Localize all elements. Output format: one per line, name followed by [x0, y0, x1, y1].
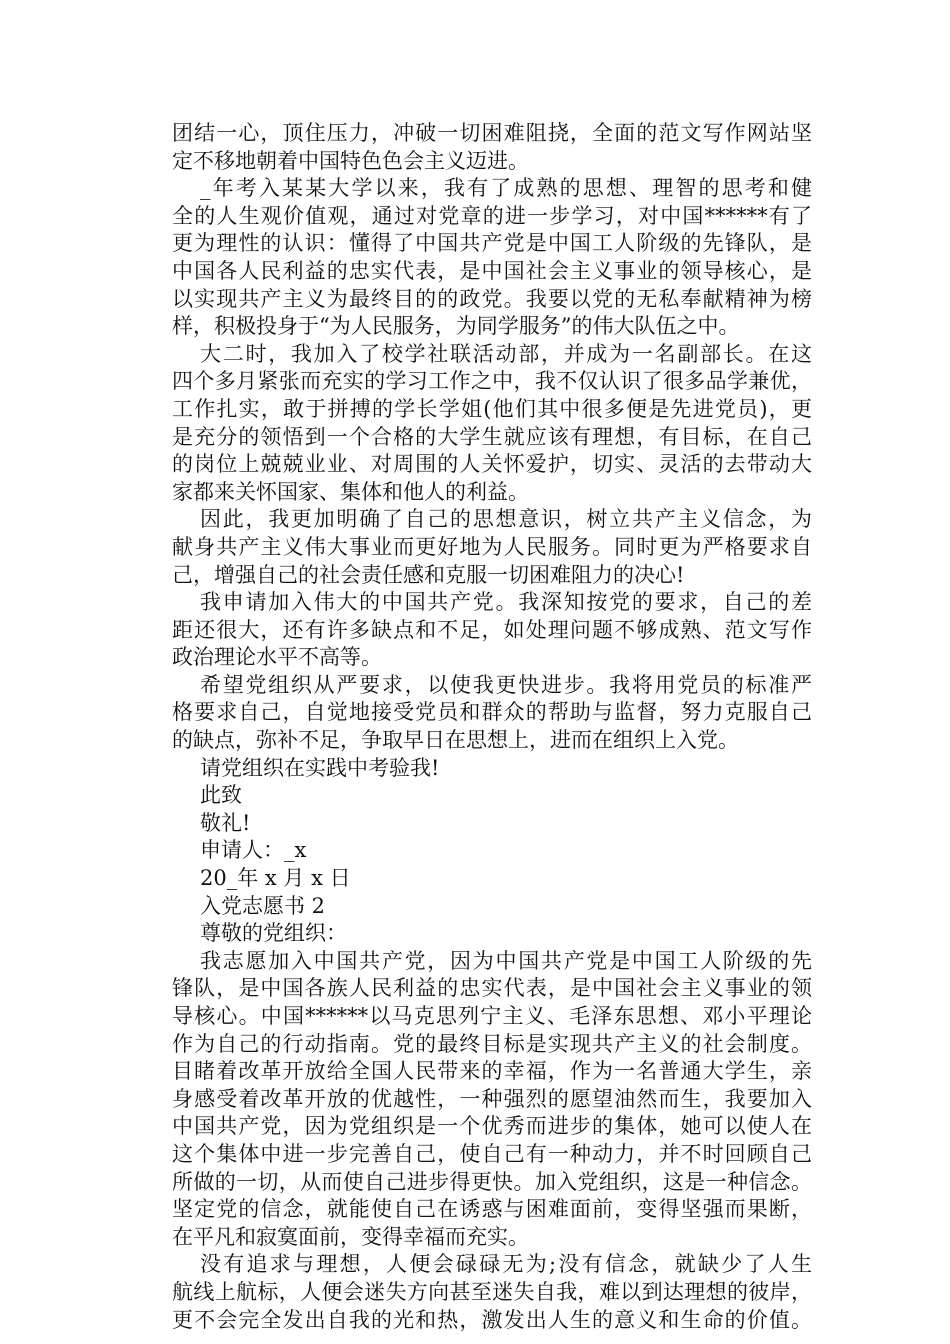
text-line: 此致	[200, 783, 242, 808]
text-line: 入党志愿书 2	[200, 893, 326, 918]
text-line: _年考入某某大学以来，我有了成熟的思想、理智的思考和健	[200, 176, 812, 201]
text-line: 目睹着改革开放给全国人民带来的幸福，作为一名普通大学生，亲	[172, 1059, 812, 1084]
text-line: 中国各人民利益的忠实代表，是中国社会主义事业的领导核心，是	[172, 258, 812, 283]
text-line: 航线上航标，人便会迷失方向甚至迷失自我，难以到达理想的彼岸，	[172, 1279, 812, 1304]
text-line: 因此，我更加明确了自己的思想意识，树立共产主义信念，为	[200, 507, 812, 532]
text-line: 政治理论水平不高等。	[172, 645, 382, 670]
text-line: 距还很大，还有许多缺点和不足，如处理问题不够成熟、范文写作	[172, 617, 812, 642]
text-line: 团结一心，顶住压力，冲破一切困难阻挠，全面的范文写作网站坚	[172, 121, 812, 145]
document-body	[172, 120, 812, 1334]
text-line: 定不移地朝着中国特色色会主义迈进。	[172, 148, 529, 173]
text-line: 尊敬的党组织：	[200, 921, 347, 946]
text-line: 请党组织在实践中考验我!	[200, 755, 440, 780]
text-line: 20_年 x 月 x 日	[200, 866, 351, 891]
text-line: 中国共产党，因为党组织是一个优秀而进步的集体，她可以使人在	[172, 1114, 812, 1139]
text-line: 锋队，是中国各族人民利益的忠实代表，是中国社会主义事业的领	[172, 976, 812, 1001]
text-line: 大二时，我加入了校学社联活动部，并成为一名副部长。在这	[200, 341, 812, 366]
text-line: 的岗位上兢兢业业、对周围的人关怀爱护，切实、灵活的去带动大	[172, 452, 812, 477]
text-line: 这个集体中进一步完善自己，使自己有一种动力，并不时回顾自己	[172, 1141, 812, 1166]
text-line: 家都来关怀国家、集体和他人的利益。	[172, 479, 529, 504]
text-line: 全的人生观价值观，通过对党章的进一步学习，对中国******有了	[172, 203, 812, 228]
text-line: 更不会完全发出自我的光和热，激发出人生的意义和生命的价值。	[172, 1307, 812, 1332]
text-line: 我志愿加入中国共产党，因为中国共产党是中国工人阶级的先	[200, 948, 812, 973]
text-line: 身感受着改革开放的优越性，一种强烈的愿望油然而生，我要加入	[172, 1086, 812, 1111]
text-line: 格要求自己，自觉地接受党员和群众的帮助与监督，努力克服自己	[172, 700, 812, 725]
text-line: 申请人：_x	[200, 838, 307, 863]
text-line: 以实现共产主义为最终目的的政党。我要以党的无私奉献精神为榜	[172, 286, 812, 311]
text-line: 是充分的领悟到一个合格的大学生就应该有理想，有目标，在自己	[172, 424, 812, 449]
text-line: 没有追求与理想，人便会碌碌无为;没有信念，就缺少了人生	[200, 1252, 812, 1277]
text-line: 导核心。中国******以马克思列宁主义、毛泽东思想、邓小平理论	[172, 1004, 812, 1028]
text-line: 献身共产主义伟大事业而更好地为人民服务。同时更为严格要求自	[172, 534, 812, 559]
text-line: 在平凡和寂寞面前，变得幸福而充实。	[172, 1224, 529, 1249]
text-line: 希望党组织从严要求，以使我更快进步。我将用党员的标准严	[200, 672, 812, 697]
text-line: 作为自己的行动指南。党的最终目标是实现共产主义的社会制度。	[172, 1031, 812, 1056]
text-line: 坚定党的信念，就能使自己在诱惑与困难面前，变得坚强而果断，	[172, 1197, 812, 1222]
text-line: 敬礼!	[200, 810, 251, 835]
text-line: 更为理性的认识：懂得了中国共产党是中国工人阶级的先锋队，是	[172, 231, 812, 256]
text-line: 己，增强自己的社会责任感和克服一切困难阻力的决心!	[172, 562, 685, 587]
text-line: 我申请加入伟大的中国共产党。我深知按党的要求，自己的差	[200, 590, 812, 615]
text-line: 所做的一切，从而使自己进步得更快。加入党组织，这是一种信念。	[172, 1169, 812, 1194]
text-line: 四个多月紧张而充实的学习工作之中，我不仅认识了很多品学兼优，	[172, 369, 812, 394]
text-line: 样，积极投身于“为人民服务，为同学服务”的伟大队伍之中。	[172, 314, 740, 339]
text-line: 工作扎实，敢于拼搏的学长学姐(他们其中很多便是先进党员)，更	[172, 396, 812, 421]
text-line: 的缺点，弥补不足，争取早日在思想上，进而在组织上入党。	[172, 728, 739, 753]
